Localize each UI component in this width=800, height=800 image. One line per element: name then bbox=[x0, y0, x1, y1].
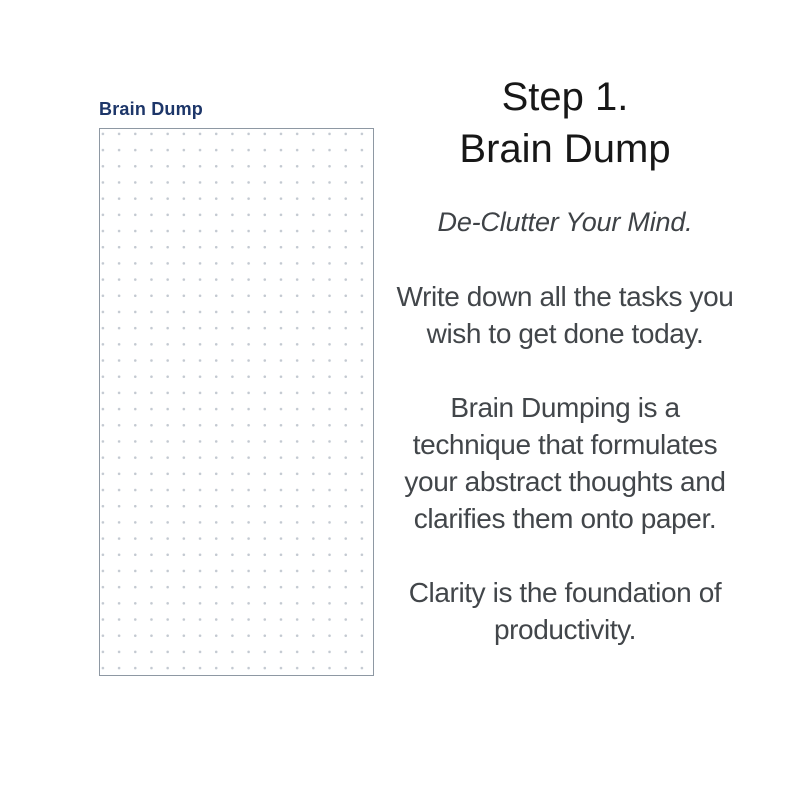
paragraph-brain-dumping bbox=[385, 389, 745, 537]
paragraph-write-down bbox=[385, 278, 745, 352]
paragraph-line: clarifies them onto paper. bbox=[413, 503, 717, 534]
subtitle-line: De-Clutter Your Mind. bbox=[437, 207, 693, 237]
paragraph-line: your abstract thoughts and bbox=[404, 466, 726, 497]
paragraph-clarity bbox=[385, 574, 745, 648]
step-name-line: Brain Dump bbox=[459, 127, 671, 171]
paragraph-line: productivity. bbox=[493, 614, 637, 645]
step-number-line: Step 1. bbox=[501, 75, 629, 119]
dot-grid-paper bbox=[99, 128, 374, 676]
subtitle bbox=[385, 204, 745, 241]
paragraph-line: Brain Dumping is a bbox=[450, 392, 680, 423]
notepad-label: Brain Dump bbox=[99, 99, 204, 119]
paragraph-line: technique that formulates bbox=[412, 429, 718, 460]
paragraph-line: wish to get done today. bbox=[426, 318, 704, 349]
step-heading bbox=[385, 71, 745, 175]
paragraph-line: Write down all the tasks you bbox=[396, 281, 734, 312]
paragraph-line: Clarity is the foundation of bbox=[408, 577, 722, 608]
